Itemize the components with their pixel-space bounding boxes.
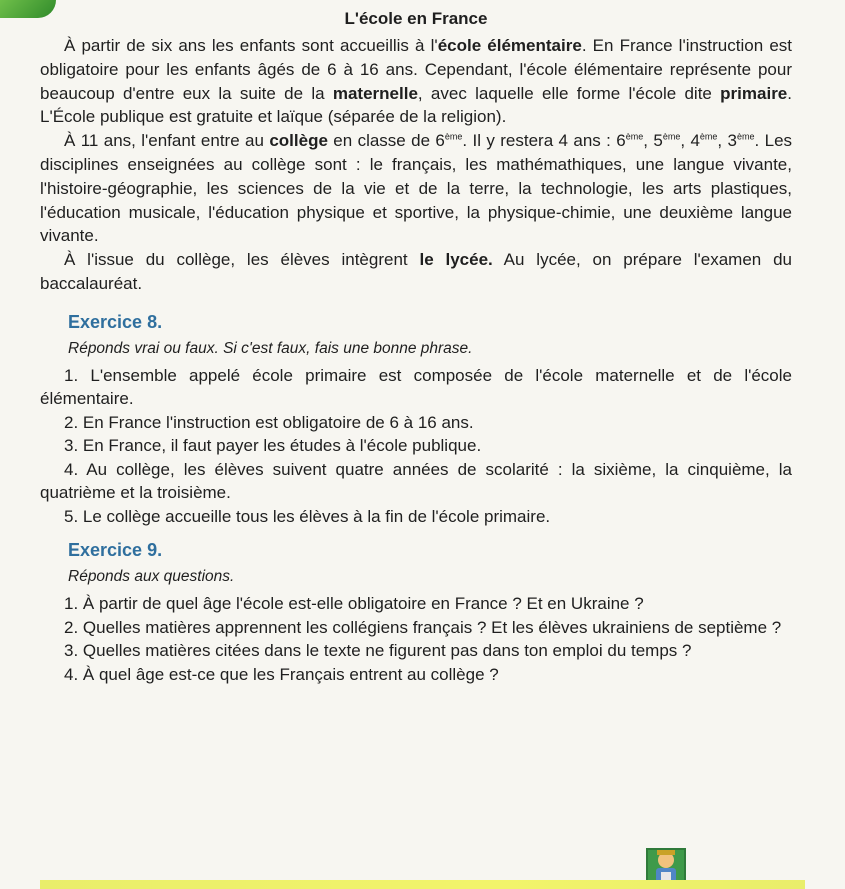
textbook-page [40,8,792,686]
bold-term: primaire [720,83,788,103]
exercise-8-item: 1. L'ensemble appelé école primaire est composée de l'école maternelle et de l'école élémentaire. [40,365,792,409]
exercise-9-item: 4. À quel âge est-ce que les Français entrent au collège ? [64,664,499,684]
text-span: À 11 ans, l'enfant entre au [64,131,270,151]
page-title: L'école en France [344,9,488,28]
bold-term: école élémentaire [437,36,582,55]
exercise-8-item: 3. En France, il faut payer les études à l'école publique. [64,436,482,456]
superscript: ème [737,131,755,142]
text-span: , [643,131,654,151]
grade-number: 4 [690,131,700,151]
text-span: , [680,131,691,151]
exercise-8-title: Exercice 8. [68,311,163,332]
bold-term: le lycée. [419,250,493,270]
paragraph-3 [40,248,792,296]
exercise-8-item: 5. Le collège accueille tous les élèves à la fin de l'école primaire. [64,506,551,526]
text-span: . En France l'instruction est obligatoire pour les enfants âgés de 6 à 16 ans. Cependant, l'école élémentaire représente pour beaucoup d'entre eux la suite de la [40,36,792,103]
superscript: ème [699,131,718,142]
text-span: . L'École publique est gratuite et laïque (séparée de la religion). [40,83,792,127]
bold-term: maternelle [332,83,418,103]
text-span: Au lycée, on prépare l'examen du baccalauréat. [40,250,792,293]
exercise-9-title: Exercice 9. [68,540,163,561]
text-span: . Les disciplines enseignées au collège sont : le français, les mathémathiques, une langue vivante, l'histoire-géographie, les sciences de la vie et de la terre, la technologie, les arts plastiques, l'éducation musicale, l'éducation physique et sportive, la physique-chimie, une deuxième langue vivante. [40,131,793,246]
text-span: À partir de six ans les enfants sont accueillis à l' [64,36,438,55]
text-span: , avec laquelle elle forme l'école dite [417,83,721,103]
superscript: ème [625,131,644,142]
text-span: . Il y restera 4 ans : [462,131,617,151]
paragraph-2 [40,129,792,248]
exercise-8-item: 4. Au collège, les élèves suivent quatre années de scolarité : la sixième, la cinquième, la quatrième et la troisième. [40,459,792,503]
text-span: À l'issue du collège, les élèves intègrent [64,250,420,270]
exercise-9-item: 1. À partir de quel âge l'école est-elle obligatoire en France ? Et en Ukraine ? [64,594,644,614]
exercise-9-instruction: Réponds aux questions. [68,568,235,586]
exercise-8-item: 2. En France l'instruction est obligatoire de 6 à 16 ans. [64,412,474,432]
text-span: en classe de 6 [327,131,445,151]
exercise-8-instruction: Réponds vrai ou faux. Si c'est faux, fais une bonne phrase. [68,339,473,357]
bold-term: collège [269,131,328,151]
grade-number: 5 [653,131,663,151]
exercise-9-item: 2. Quelles matières apprennent les collégiens français ? Et les élèves ukrainiens de septième ? [64,617,782,637]
paragraph-1 [40,34,792,129]
superscript: ème [662,131,681,142]
grade-number: 3 [727,131,737,151]
grade-number: 6 [616,131,626,151]
text-span: , [717,131,728,151]
exercise-9-item: 3. Quelles matières citées dans le texte ne figurent pas dans ton emploi du temps ? [64,641,692,661]
superscript: ème [444,131,463,142]
footer-bar [40,880,805,889]
